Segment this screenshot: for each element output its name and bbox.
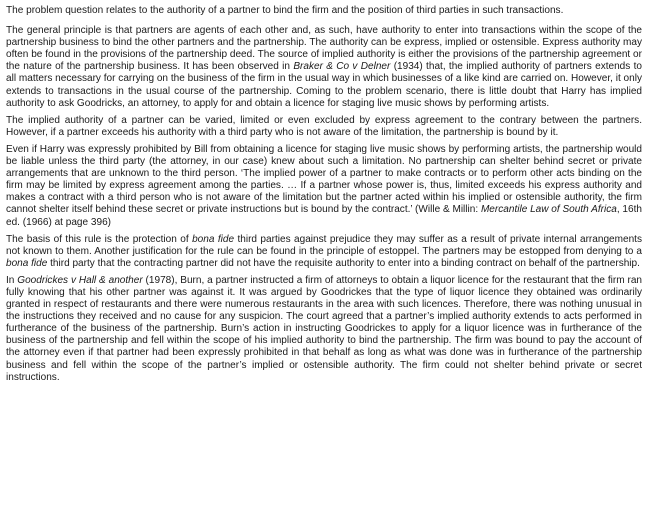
paragraph-varied-authority	[6, 115, 642, 139]
latin-term-italic: bona fide	[192, 233, 235, 245]
text-segment: Even if Harry was expressly prohibited by Bill from obtaining a licence for staging live music shows by performing artists, the partnership would be liable unless the third party (the attorney, in our case) knew about such a limitation. No partnership can shelter behind secret or private arrangements that are unknown to the third person. ‘The implied power of a partner to make contracts or to perform other acts binding on the firm may be limited by express agreement among the parties. … If a partner whose power is, thus, limited exceeds his express authority and makes a contract with a third person who is not aware of the limitation but the partner acted within his implied or ostensible authority, the firm cannot shelter itself behind these secret or private instructions but is bound by the contract.’ (Wille & Millin:	[6, 143, 642, 216]
case-citation-italic: Braker & Co v Delner	[293, 61, 391, 73]
paragraph-estoppel	[6, 234, 642, 270]
text-segment: third party that the contracting partner did not have the requisite authority to enter into a binding contract on behalf of the partnership.	[47, 257, 640, 269]
paragraph-goodrickes-case	[6, 275, 642, 384]
latin-term-italic: bona fide	[6, 257, 48, 269]
paragraph-general-principle	[6, 25, 642, 110]
text-segment: The basis of this rule is the protection of	[6, 233, 193, 245]
text-segment: , 16th ed. (1966) at page 396)	[6, 204, 642, 228]
paragraph-harry-prohibited	[6, 144, 642, 229]
text-segment: The general principle is that partners are agents of each other and, as such, have authority to enter into transactions within the scope of the partnership business to bind the other partners and the partnership. The authority can be express, implied or ostensible. Express authority may often be found in the provisions of the partnership deed. The source of implied authority is either the provisions of the partnership agreement or the nature of the partnership business. It has been observed in	[6, 25, 642, 73]
case-citation-italic: Goodrickes v Hall & another	[17, 274, 143, 286]
text-segment: The problem question relates to the authority of a partner to bind the firm and the position of third parties in such transactions.	[6, 5, 564, 16]
text-segment: third parties against prejudice they may suffer as a result of private internal arrangements not known to them. Another justification for the rule can be found in the principle of estoppel. The partners may be estopped from denying to a	[6, 233, 642, 257]
text-segment: (1934) that, the implied authority of partners extends to all matters necessary for carrying on the business of the firm in the usual way in which businesses of a like kind are carried on. However, it only extends to transactions in the usual course of the partnership. Coming to the problem scenario, there is little doubt that Harry has implied authority to ask Goodricks, an attorney, to apply for and obtain a licence for staging live music shows by performing artists.	[6, 61, 642, 109]
paragraph-intro	[6, 5, 642, 17]
text-segment: In	[6, 274, 18, 286]
text-segment: (1978), Burn, a partner instructed a firm of attorneys to obtain a liquor licence for the restaurant that the firm ran fully knowing that his other partner was against it. It was argued by Goodrickes that the type of liquor licence they obtained was ordinarily granted in respect of restaurants and there were numerous restaurants in the area with such licences. Therefore, there was nothing unusual in the instructions they received and no cause for any suspicion. The court agreed that a partner’s implied authority extends to acts performed in furtherance of the business of the partnership. Burn’s action in instructing Goodrickes to apply for a liquor licence was in furtherance of the business of the partnership and fell within the scope of his implied authority to bind the partnership. The firm was bound to pay the account of the attorney even if that partner had been expressly prohibited in that behalf as long as what was done was in furtherance of the partnership business and fell within the scope of the partner’s implied or ostensible authority. The firm could not shelter behind private or secret instructions.	[6, 274, 643, 383]
book-title-italic: Mercantile Law of South Africa	[480, 204, 617, 216]
text-segment: The implied authority of a partner can be varied, limited or even excluded by express agreement to the contrary between the partners. However, if a partner exceeds his authority with a third party who is not aware of the limitation, the partnership is bound by it.	[6, 114, 642, 138]
